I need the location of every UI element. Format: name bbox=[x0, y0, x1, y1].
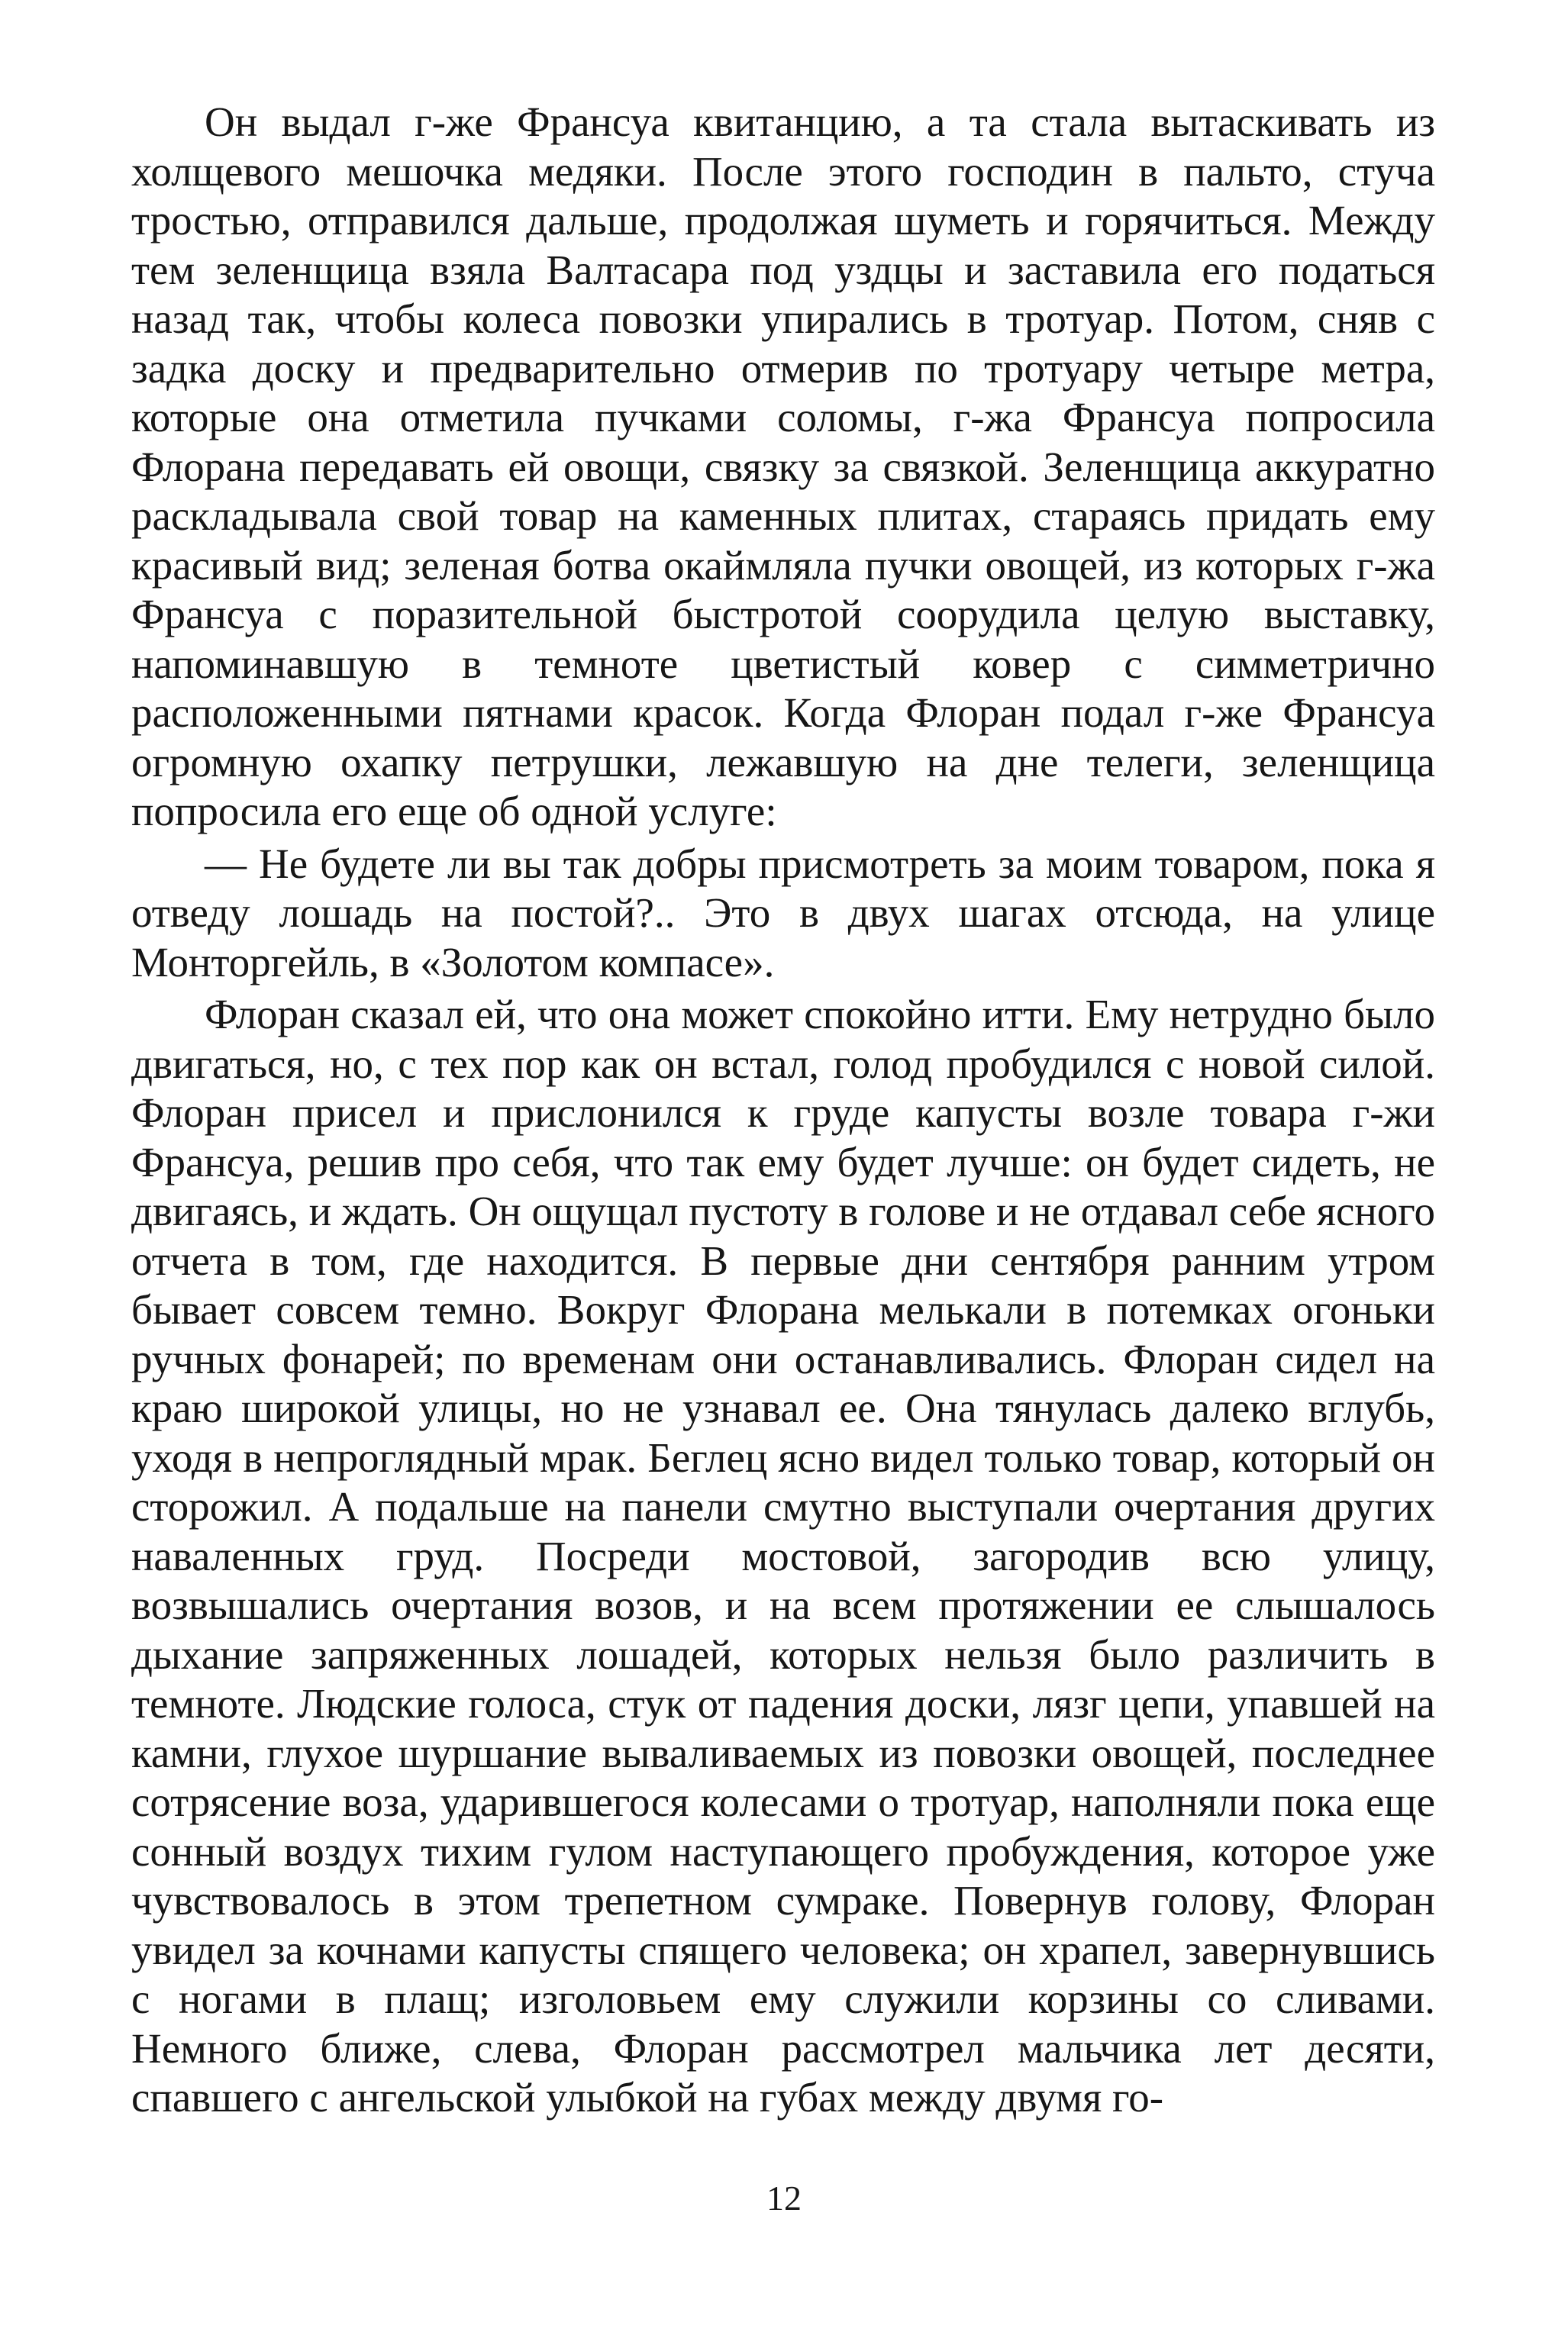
paragraph-1: Он выдал г-же Франсуа квитанцию, а та стала вытаскивать из холщевого мешочка медяки. После этого господин в пальто, стуча тростью, отправился дальше, продолжая шуметь и горячиться. Между тем зеленщица взяла Валтасара под уздцы и заставила его податься назад так, чтобы колеса повозки упирались в тротуар. Потом, сняв с задка доску и предварительно отмерив по тротуару четыре метра, которые она отметила пучками соломы, г-жа Франсуа попросила Флорана передавать ей овощи, связку за связкой. Зеленщица аккуратно раскладывала свой товар на каменных плитах, стараясь придать ему красивый вид; зеленая ботва окаймляла пучки овощей, из которых г-жа Франсуа с поразительной быстротой соорудила целую выставку, напоминавшую в темноте цветистый ковер с симметрично расположенными пятнами красок. Когда Флоран подал г-же Франсуа огромную охапку петрушки, лежавшую на дне телеги, зеленщица попросила его еще об одной услуге: bbox=[131, 98, 1435, 834]
page-body bbox=[131, 98, 1435, 2123]
paragraph-3: Флоран сказал ей, что она может спокойно итти. Ему нетрудно было двигаться, но, с тех пор как он встал, голод пробудился с новой силой. Флоран присел и прислонился к груде капусты возле товара г-жи Франсуа, решив про себя, что так ему будет лучше: он будет сидеть, не двигаясь, и ждать. Он ощущал пустоту в голове и не отдавал себе ясного отчета в том, где находится. В первые дни сентября ранним утром бывает совсем темно. Вокруг Флорана мелькали в потемках огоньки ручных фонарей; по временам они останавливались. Флоран сидел на краю широкой улицы, но не узнавал ее. Она тянулась далеко вглубь, уходя в непроглядный мрак. Беглец ясно видел только товар, который он сторожил. А подальше на панели смутно выступали очертания других наваленных груд. Посреди мостовой, загородив всю улицу, возвышались очертания возов, и на всем протяжении ее слышалось дыхание запряженных лошадей, которых нельзя было различить в темноте. Людские голоса, стук от падения доски, лязг цепи, упавшей на камни, глухое шуршание вываливаемых из повозки овощей, последнее сотрясение воза, ударившегося колесами о тротуар, наполняли пока еще сонный воздух тихим гулом наступающего пробуждения, которое уже чувствовалось в этом трепетном сумраке. Повернув голову, Флоран увидел за кочнами капусты спящего человека; он храпел, завернувшись с ногами в плащ; изголовьем ему служили корзины со сливами. Немного ближе, слева, Флоран рассмотрел мальчика лет десяти, спавшего с ангельской улыбкой на губах между двумя го- bbox=[131, 991, 1435, 2121]
paragraph-2-dialogue: — Не будете ли вы так добры присмотреть за моим товаром, пока я отведу лошадь на постой?.. Это в двух шагах отсюда, на улице Монторгейль, в «Золотом компасе». bbox=[131, 840, 1435, 985]
page-number: 12 bbox=[766, 2179, 802, 2217]
